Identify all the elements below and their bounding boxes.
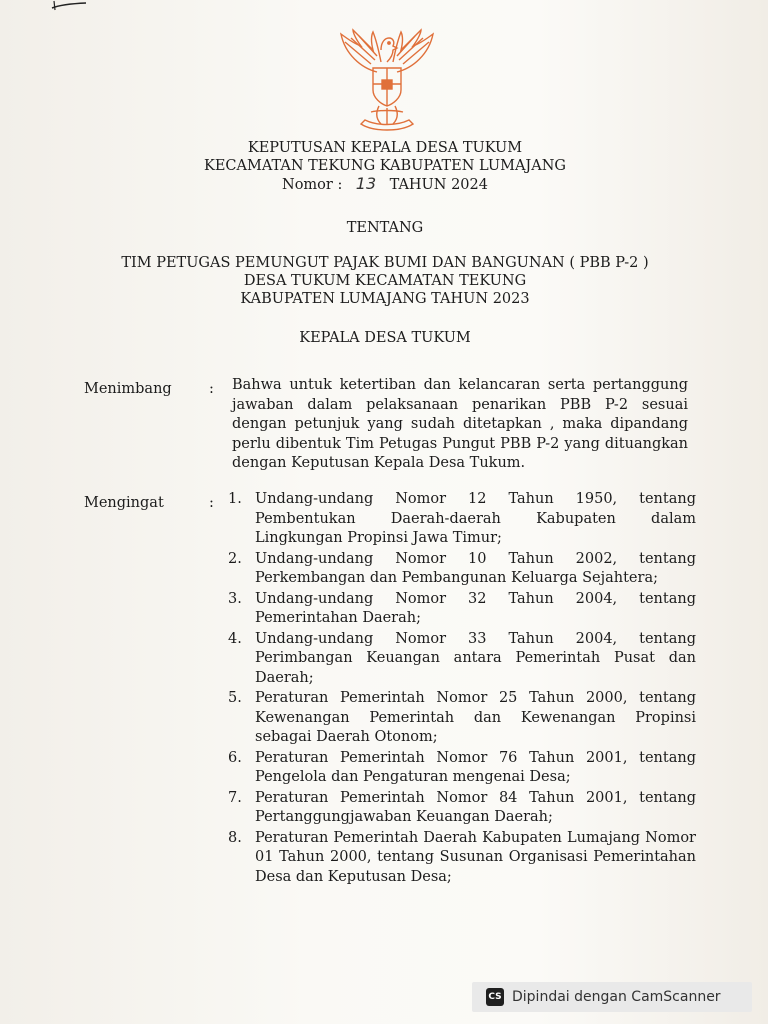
item-number: 8.: [228, 829, 242, 846]
item-number: 5.: [228, 690, 242, 706]
camscanner-text: Dipindai dengan CamScanner: [512, 989, 721, 1005]
item-number: 6.: [228, 749, 242, 766]
item-number: 4.: [228, 630, 242, 647]
item-text: Undang-undang Nomor 33 Tahun 2004, tentang Perimbangan Keuangan antara Pemerintah Pusat dan Daerah;: [255, 630, 696, 686]
list-item: [228, 829, 696, 888]
menimbang-colon: :: [209, 381, 214, 397]
kepala-heading: KEPALA DESA TUKUM: [299, 330, 471, 346]
item-text: Peraturan Pemerintah Nomor 76 Tahun 2001, tentang Pengelola dan Pengaturan mengenai Desa;: [255, 749, 696, 785]
item-text: Undang-undang Nomor 32 Tahun 2004, tentang Pemerintahan Daerah;: [255, 590, 696, 626]
nomor-value: 13: [355, 174, 377, 193]
camscanner-icon: CS: [486, 988, 504, 1006]
mengingat-list: [228, 490, 696, 888]
decree-header: [100, 139, 670, 194]
item-text: Undang-undang Nomor 10 Tahun 2002, tentang Perkembangan dan Pembangunan Keluarga Sejahtera;: [255, 550, 696, 586]
item-text: Peraturan Pemerintah Nomor 25 Tahun 2000, tentang Kewenangan Pemerintah dan Kewenangan Propinsi sebagai Daerah Otonom;: [255, 690, 696, 745]
item-number: 1.: [228, 491, 242, 507]
item-text: Peraturan Pemerintah Nomor 84 Tahun 2001, tentang Pertanggungjawaban Keuangan Daerah;: [255, 789, 696, 825]
list-item: [228, 749, 696, 788]
title-line-1: TIM PETUGAS PEMUNGUT PAJAK BUMI DAN BANGUNAN ( PBB P-2 ): [121, 255, 649, 271]
list-item: [228, 590, 696, 629]
item-number: 3.: [228, 590, 242, 607]
tahun-label: TAHUN 2024: [389, 177, 488, 193]
decree-number-line: [100, 175, 670, 194]
list-item: [228, 630, 696, 689]
header-line-1: KEPUTUSAN KEPALA DESA TUKUM: [247, 140, 523, 156]
title-line-2: DESA TUKUM KECAMATAN TEKUNG: [243, 273, 527, 289]
garuda-emblem-icon: [331, 28, 443, 136]
list-item: [228, 689, 696, 748]
item-number: 2.: [228, 550, 242, 567]
list-item: [228, 550, 696, 589]
decree-title: [100, 254, 670, 308]
pen-mark: [50, 0, 90, 12]
item-text: Peraturan Pemerintah Daerah Kabupaten Lumajang Nomor 01 Tahun 2000, tentang Susunan Organisasi Pemerintahan Desa dan Keputusan Desa;: [255, 829, 696, 885]
menimbang-text: Bahwa untuk ketertiban dan kelancaran serta pertanggung jawaban dalam pelaksanaan penarikan PBB P-2 sesuai dengan petunjuk yang sudah ditetapkan , maka dipandang perlu dibentuk Tim Petugas Pungut PBB P-2 yang dituangkan dengan Keputusan Kepala Desa Tukum.: [232, 377, 688, 471]
title-line-3: KABUPATEN LUMAJANG TAHUN 2023: [240, 291, 530, 307]
mengingat-label: Mengingat: [84, 495, 164, 511]
header-line-2: KECAMATAN TEKUNG KABUPATEN LUMAJANG: [203, 158, 566, 174]
tentang-heading: TENTANG: [346, 220, 424, 236]
list-item: [228, 789, 696, 828]
camscanner-watermark: [472, 982, 752, 1012]
mengingat-colon: :: [209, 495, 214, 511]
menimbang-label: Menimbang: [84, 381, 172, 397]
nomor-label: Nomor :: [282, 177, 343, 193]
item-number: 7.: [228, 789, 242, 806]
list-item: [228, 490, 696, 549]
item-text: Undang-undang Nomor 12 Tahun 1950, tentang Pembentukan Daerah-daerah Kabupaten dalam Lingkungan Propinsi Jawa Timur;: [255, 491, 696, 546]
